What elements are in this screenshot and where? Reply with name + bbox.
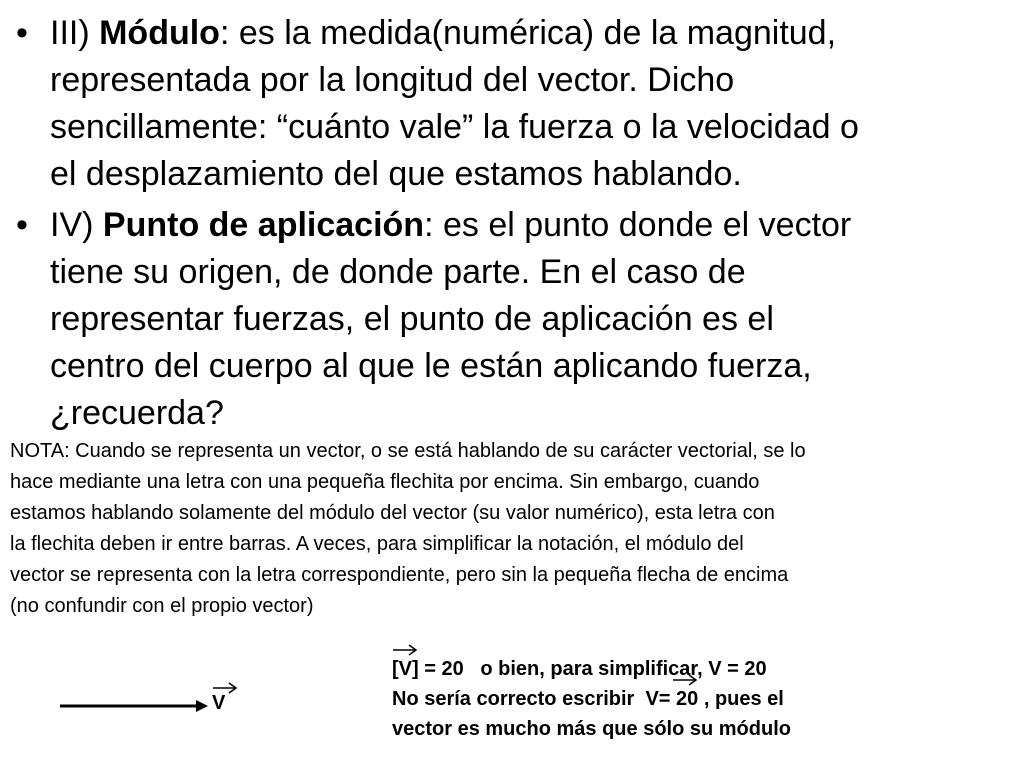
bullet-text-line: sencillamente: “cuánto vale” la fuerza o la velocidad o	[50, 108, 859, 146]
nota-line: hace mediante una letra con una pequeña flechita por encima. Sin embargo, cuando	[10, 471, 760, 493]
nota-line: vector se representa con la letra correspondiente, pero sin la pequeña flecha de encima	[10, 564, 789, 586]
bullet-marker: •	[16, 206, 28, 244]
vector-label: V	[212, 692, 226, 714]
nota-line: NOTA: Cuando se representa un vector, o se está hablando de su carácter vectorial, se lo	[10, 440, 806, 462]
explanation-line: No sería correcto escribir V= 20 , pues el	[392, 688, 784, 710]
bullet-text-line: representar fuerzas, el punto de aplicación es el	[50, 300, 774, 338]
explanation-block	[392, 654, 791, 744]
nota-paragraph	[10, 436, 970, 622]
bullet-list	[0, 10, 1000, 441]
bullet-punto-aplicacion	[0, 202, 1000, 437]
bullet-marker: •	[16, 14, 28, 52]
bullet-text-line: centro del cuerpo al que le están aplicando fuerza,	[50, 347, 812, 385]
bullet-text-line: representada por la longitud del vector. Dicho	[50, 61, 735, 99]
bullet-text-line: tiene su origen, de donde parte. En el caso de	[50, 253, 746, 291]
explanation-line: [V] = 20 o bien, para simplificar, V = 20	[392, 658, 767, 680]
bullet-term: Punto de aplicación	[102, 206, 425, 244]
bullet-text-line: : es el punto donde el vector	[424, 206, 852, 244]
bullet-text-line: ¿recuerda?	[50, 394, 224, 432]
vector-arrow-icon	[60, 698, 208, 714]
bullet-text-line: el desplazamiento del que estamos hablando.	[50, 155, 742, 193]
nota-line: (no confundir con el propio vector)	[10, 595, 314, 617]
bullet-modulo	[0, 10, 1000, 198]
nota-line: estamos hablando solamente del módulo del vector (su valor numérico), esta letra con	[10, 502, 775, 524]
bullet-prefix: IV)	[50, 206, 103, 244]
bullet-term: Módulo	[99, 14, 220, 52]
bullet-prefix: III)	[50, 14, 100, 52]
bullet-text-line: : es la medida(numérica) de la magnitud,	[219, 14, 837, 52]
nota-line: la flechita deben ir entre barras. A veces, para simplificar la notación, el módulo del	[10, 533, 744, 555]
explanation-line: vector es mucho más que sólo su módulo	[392, 718, 791, 740]
